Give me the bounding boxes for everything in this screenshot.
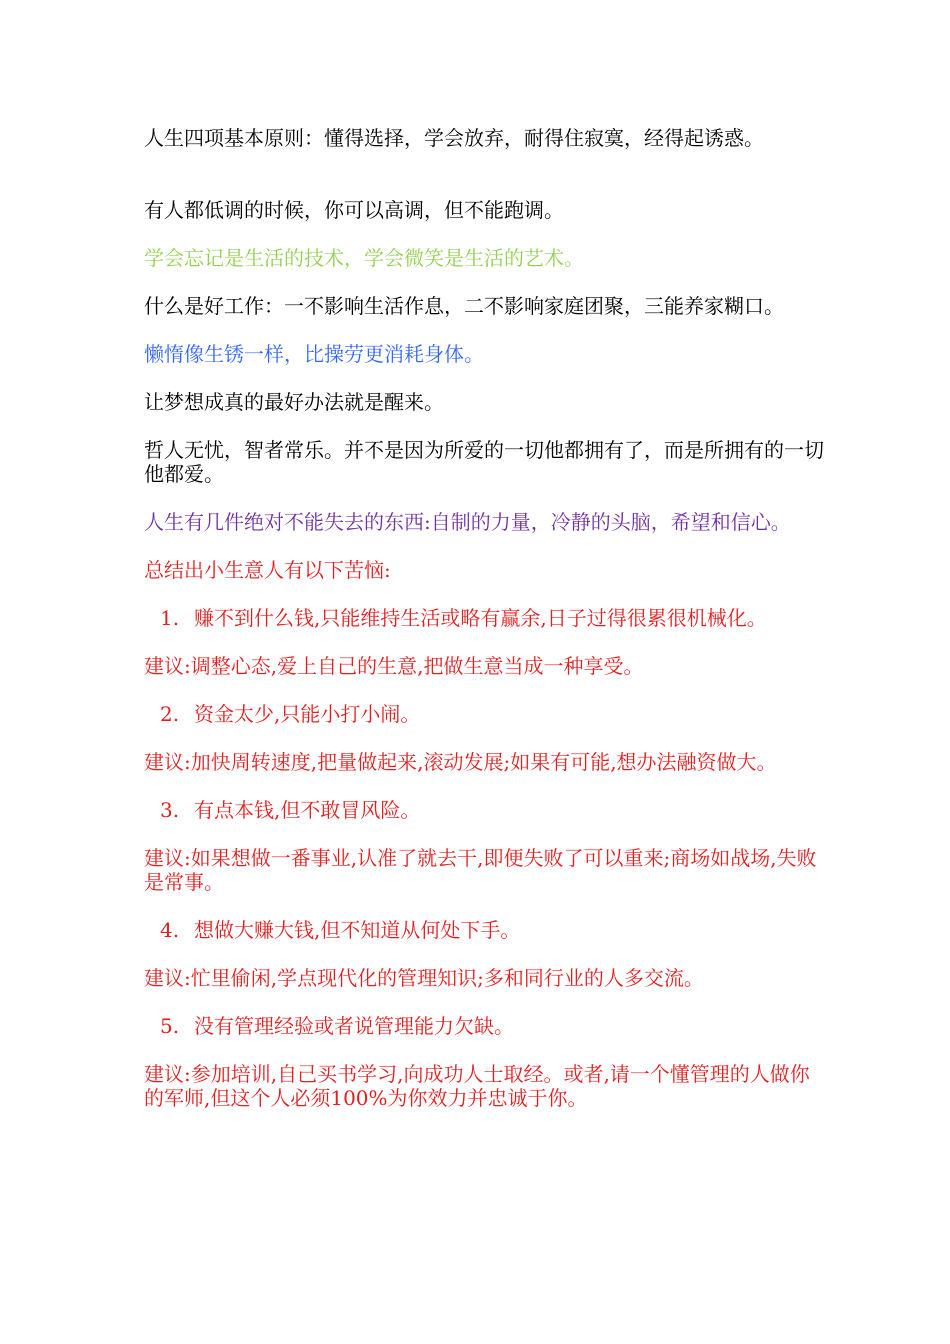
advice-1: 建议:调整心态,爱上自己的生意,把做生意当成一种享受。 [144, 654, 644, 678]
list-item-1 [144, 606, 824, 630]
quote-four-principles: 人生四项基本原则：懂得选择，学会放弃，耐得住寂寞，经得起诱惑。 [144, 126, 764, 150]
quote-low-key: 有人都低调的时候，你可以高调，但不能跑调。 [144, 198, 564, 222]
quote-laziness: 懒惰像生锈一样，比操劳更消耗身体。 [144, 342, 484, 366]
list-number: 4. [160, 918, 180, 942]
document-page [144, 122, 824, 1110]
summary-heading: 总结出小生意人有以下苦恼: [144, 558, 391, 582]
list-number: 3. [160, 798, 180, 822]
problem-text: 想做大赚大钱,但不知道从何处下手。 [194, 918, 521, 942]
list-number: 2. [160, 702, 180, 726]
list-number: 5. [160, 1014, 180, 1038]
problem-text: 赚不到什么钱,只能维持生活或略有赢余,日子过得很累很机械化。 [194, 606, 767, 630]
advice-4: 建议:忙里偷闲,学点现代化的管理知识;多和同行业的人多交流。 [144, 966, 704, 990]
list-item-5 [144, 1014, 824, 1038]
quote-philosopher: 哲人无忧，智者常乐。并不是因为所爱的一切他都拥有了，而是所拥有的一切他都爱。 [144, 438, 824, 486]
advice-3: 建议:如果想做一番事业,认准了就去干,即便失败了可以重来;商场如战场,失败是常事。 [144, 846, 817, 894]
quote-good-job: 什么是好工作：一不影响生活作息，二不影响家庭团聚，三能养家糊口。 [144, 294, 784, 318]
list-item-2 [144, 702, 824, 726]
advice-2: 建议:加快周转速度,把量做起来,滚动发展;如果有可能,想办法融资做大。 [144, 750, 777, 774]
quote-things-not-to-lose: 人生有几件绝对不能失去的东西:自制的力量，冷静的头脑，希望和信心。 [144, 510, 791, 534]
problem-text: 资金太少,只能小打小闹。 [194, 702, 421, 726]
quote-forget-smile: 学会忘记是生活的技术，学会微笑是生活的艺术。 [144, 246, 584, 270]
list-item-3 [144, 798, 824, 822]
list-item-4 [144, 918, 824, 942]
quote-dreams: 让梦想成真的最好办法就是醒来。 [144, 390, 444, 414]
problem-text: 有点本钱,但不敢冒风险。 [194, 798, 421, 822]
problem-text: 没有管理经验或者说管理能力欠缺。 [194, 1014, 514, 1038]
list-number: 1. [160, 606, 180, 630]
advice-5: 建议:参加培训,自己买书学习,向成功人士取经。或者,请一个懂管理的人做你的军师,但这个人必须100%为你效力并忠诚于你。 [144, 1062, 810, 1110]
